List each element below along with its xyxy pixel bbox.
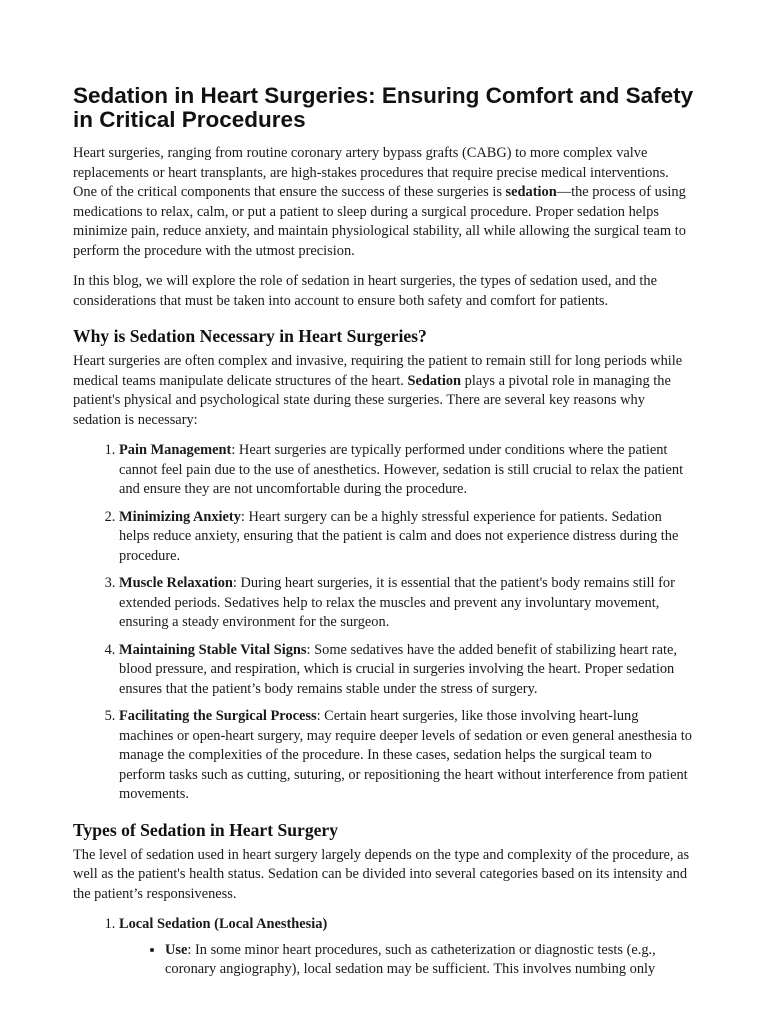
intro-bold-term: sedation bbox=[505, 184, 557, 200]
why-paragraph bbox=[73, 352, 694, 430]
reasons-list bbox=[73, 441, 694, 805]
reason-text: : Some sedatives have the added benefit of stabilizing heart rate, blood pressure, and respiration, which is crucial in surgeries involving the heart. Proper sedation ensures that the patient’s body remains stable under the stress of surgery. bbox=[119, 641, 677, 697]
intro-text-end: —the process of using medications to relax, calm, or put a patient to sleep during a surgical procedure. Proper sedation helps minimize pain, reduce anxiety, and maintain physiological stability, all while allowing the surgical team to perform the procedure with the utmost precision. bbox=[73, 184, 686, 259]
reason-title: Muscle Relaxation bbox=[119, 575, 233, 591]
reason-item bbox=[119, 707, 694, 805]
section-heading-types: Types of Sedation in Heart Surgery bbox=[73, 819, 339, 840]
why-bold-term: Sedation bbox=[407, 372, 462, 389]
reason-text: : Heart surgeries are typically performed under conditions where the patient cannot feel pain due to the use of anesthetics. However, sedation is still crucial to relax the patient and ensure they are not uncomfortable during the procedure. bbox=[119, 442, 684, 497]
types-list bbox=[73, 915, 694, 980]
type-bullet-list bbox=[119, 941, 694, 980]
reason-title: Facilitating the Surgical Process bbox=[119, 708, 317, 724]
type-bullet bbox=[165, 941, 694, 980]
reason-item bbox=[119, 574, 694, 633]
type-item bbox=[119, 915, 694, 980]
intro-text-start: Heart surgeries, ranging from routine coronary artery bypass grafts (CABG) to more complex valve replacements or heart transplants, are high-stakes procedures that require precise medical interventions. One of the critical components that ensure the success of these surgeries is bbox=[73, 145, 669, 200]
reason-item bbox=[119, 508, 694, 567]
why-text-end: plays a pivotal role in managing the patient's physical and psychological state during these surgeries. There are several key reasons why sedation is necessary: bbox=[73, 372, 671, 428]
reason-text: : Certain heart surgeries, like those involving heart-lung machines or open-heart surgery, may require deeper levels of sedation or even general anesthesia to manage the complexities of the procedure. In these cases, sedation helps the surgical team to perform tasks such as cutting, suturing, or repositioning the heart without interference from patient movements. bbox=[119, 708, 692, 802]
reason-item bbox=[119, 641, 694, 700]
article-title: Sedation in Heart Surgeries: Ensuring Comfort and Safety in Critical Procedures bbox=[73, 83, 694, 132]
reason-text: : During heart surgeries, it is essential that the patient's body remains still for extended periods. Sedatives help to relax the muscles and prevent any involuntary movement, ensuring a steady environment for the surgeon. bbox=[119, 575, 675, 630]
section-heading-why: Why is Sedation Necessary in Heart Surgeries? bbox=[73, 326, 427, 346]
reason-text: : Heart surgery can be a highly stressful experience for patients. Sedation helps reduce anxiety, ensuring that the patient is calm and does not experience distress during the procedure. bbox=[119, 508, 679, 564]
reason-title: Maintaining Stable Vital Signs bbox=[119, 641, 307, 658]
reason-item bbox=[119, 441, 694, 500]
reason-title: Pain Management bbox=[119, 442, 232, 458]
why-text-start: Heart surgeries are often complex and invasive, requiring the patient to remain still for long periods while medical teams manipulate delicate structures of the heart. bbox=[73, 353, 683, 389]
type-title: Local Sedation (Local Anesthesia) bbox=[119, 916, 328, 932]
reason-title: Minimizing Anxiety bbox=[119, 508, 241, 525]
type-bullet-text: : In some minor heart procedures, such as catheterization or diagnostic tests (e.g., coronary angiography), local sedation may be sufficient. This involves numbing only bbox=[165, 941, 656, 977]
intro-paragraph bbox=[73, 144, 694, 261]
blog-intro-paragraph: In this blog, we will explore the role of sedation in heart surgeries, the types of sedation used, and the considerations that must be taken into account to ensure both safety and comfort for patients. bbox=[73, 273, 658, 309]
types-paragraph: The level of sedation used in heart surgery largely depends on the type and complexity of the procedure, as well as the patient's health status. Sedation can be divided into several categories based on its intensity and the patient’s responsiveness. bbox=[73, 846, 690, 902]
type-bullet-label: Use bbox=[165, 941, 188, 958]
